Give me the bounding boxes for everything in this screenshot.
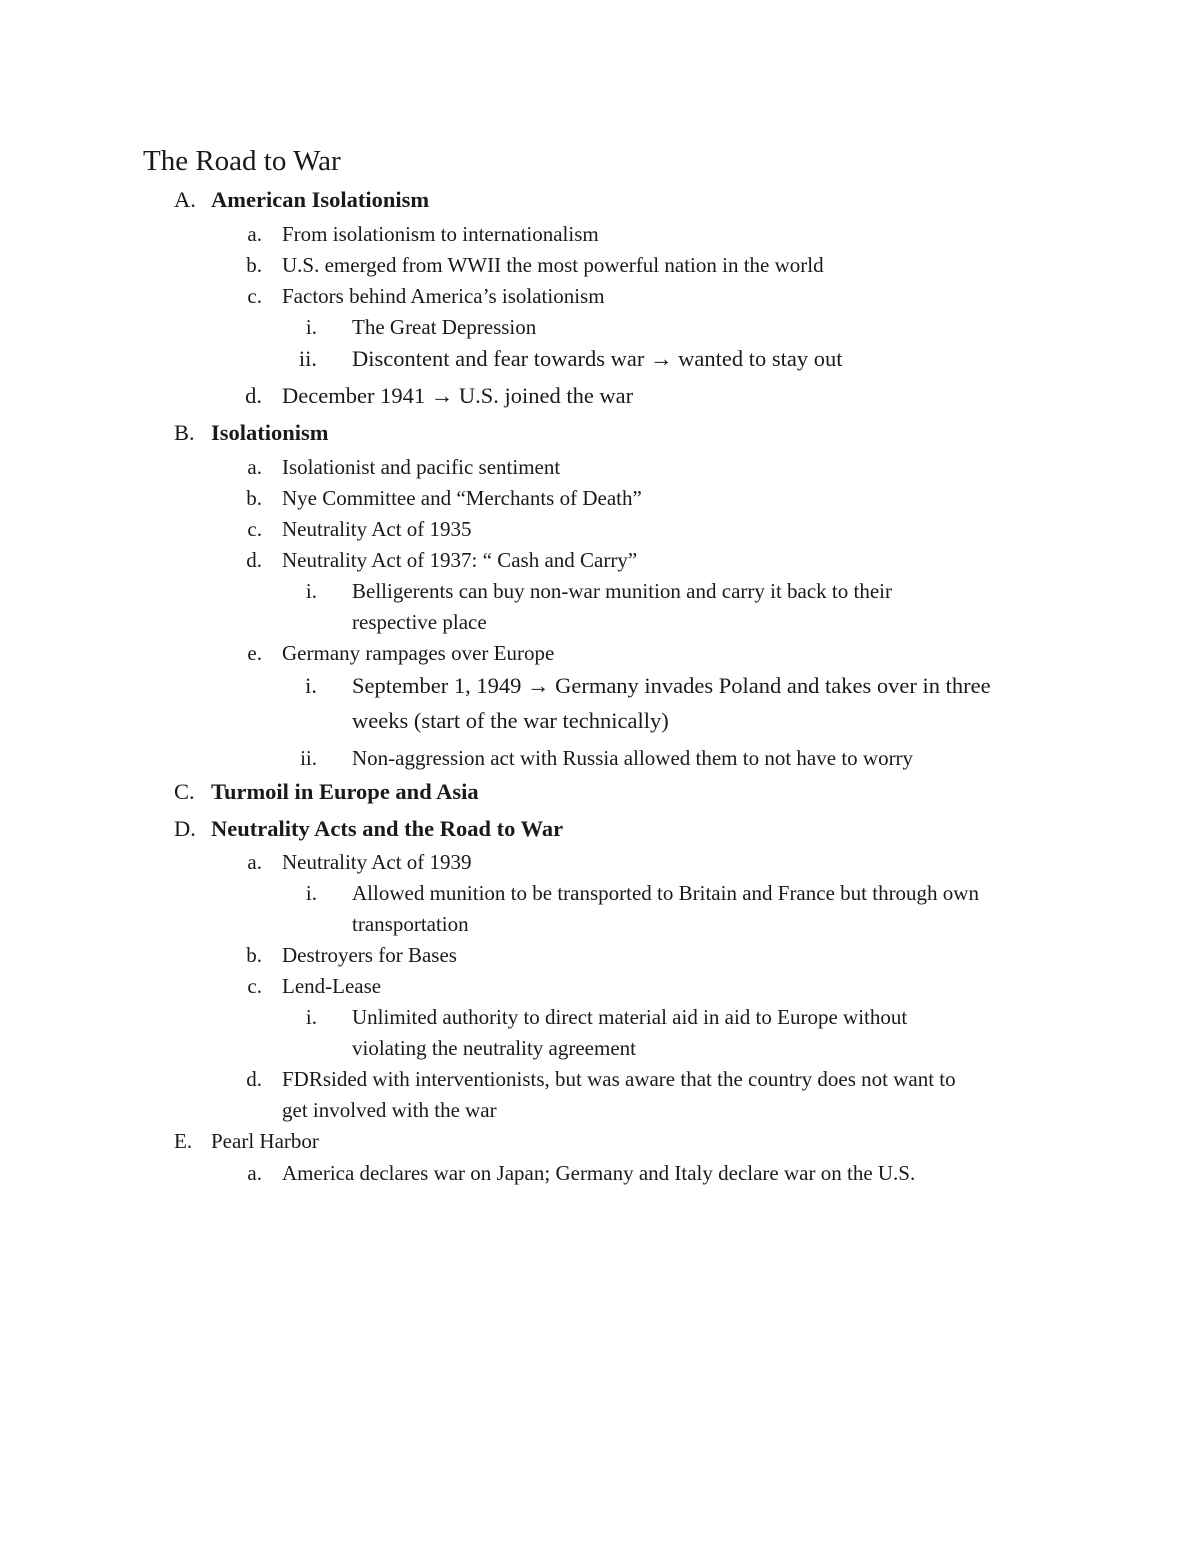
section-marker: A. <box>174 187 196 212</box>
section-marker: E. <box>174 1129 193 1153</box>
item-marker: a. <box>247 455 262 479</box>
item-marker: i. <box>305 1005 317 1029</box>
item-marker: a. <box>247 222 262 246</box>
item-text: violating the neutrality agreement <box>352 1036 636 1060</box>
item-text: Neutrality Act of 1937: “ Cash and Carry” <box>282 548 638 572</box>
page-title: The Road to War <box>143 145 341 177</box>
item-marker: i. <box>305 673 317 698</box>
section-title: Isolationism <box>211 420 329 445</box>
item-text: Neutrality Act of 1939 <box>282 850 472 874</box>
section-title: Turmoil in Europe and Asia <box>211 779 479 804</box>
item-text: weeks (start of the war technically) <box>352 708 669 733</box>
item-marker: d. <box>246 548 262 572</box>
section-marker: B. <box>174 420 195 445</box>
item-text: The Great Depression <box>352 315 537 339</box>
item-text: Non-aggression act with Russia allowed them to not have to worry <box>352 746 914 770</box>
item-text: Nye Committee and “Merchants of Death” <box>282 486 642 510</box>
item-marker: i. <box>305 881 317 905</box>
item-text: Destroyers for Bases <box>282 943 457 967</box>
item-text: September 1, 1949 → Germany invades Poland and takes over in three <box>352 673 991 698</box>
item-text: Lend-Lease <box>282 974 382 998</box>
section-marker: D. <box>174 816 196 841</box>
item-marker: ii. <box>298 346 317 371</box>
section-title: Neutrality Acts and the Road to War <box>211 816 564 841</box>
item-text: get involved with the war <box>282 1098 497 1122</box>
item-text: Belligerents can buy non-war munition and carry it back to their <box>352 579 893 603</box>
section-title: American Isolationism <box>211 187 430 212</box>
item-marker: e. <box>247 641 262 665</box>
item-text: respective place <box>352 610 487 634</box>
item-marker: b. <box>246 253 262 277</box>
item-marker: d. <box>246 1067 262 1091</box>
item-marker: a. <box>247 850 262 874</box>
item-marker: ii. <box>300 746 317 770</box>
item-marker: d. <box>245 383 262 408</box>
item-text: America declares war on Japan; Germany and Italy declare war on the U.S. <box>282 1161 916 1185</box>
item-marker: b. <box>246 943 262 967</box>
item-text: transportation <box>352 912 469 936</box>
item-text: Factors behind America’s isolationism <box>282 284 605 308</box>
item-text: Allowed munition to be transported to Britain and France but through own <box>352 881 979 905</box>
item-text: FDRsided with interventionists, but was aware that the country does not want to <box>282 1067 956 1091</box>
item-text: Neutrality Act of 1935 <box>282 517 472 541</box>
item-marker: c. <box>247 284 262 308</box>
item-text: Discontent and fear towards war → wanted to stay out <box>352 346 843 371</box>
item-text: U.S. emerged from WWII the most powerful nation in the world <box>282 253 824 277</box>
section-title: Pearl Harbor <box>211 1129 319 1153</box>
item-marker: i. <box>305 579 317 603</box>
item-marker: c. <box>247 974 262 998</box>
item-marker: c. <box>247 517 262 541</box>
item-text: Unlimited authority to direct material aid in aid to Europe without <box>352 1005 908 1029</box>
item-text: Isolationist and pacific sentiment <box>282 455 561 479</box>
item-marker: b. <box>246 486 262 510</box>
section-marker: C. <box>174 779 195 804</box>
item-marker: i. <box>305 315 317 339</box>
item-text: December 1941 → U.S. joined the war <box>282 383 634 408</box>
item-text: From isolationism to internationalism <box>282 222 599 246</box>
item-marker: a. <box>247 1161 262 1185</box>
item-text: Germany rampages over Europe <box>282 641 555 665</box>
